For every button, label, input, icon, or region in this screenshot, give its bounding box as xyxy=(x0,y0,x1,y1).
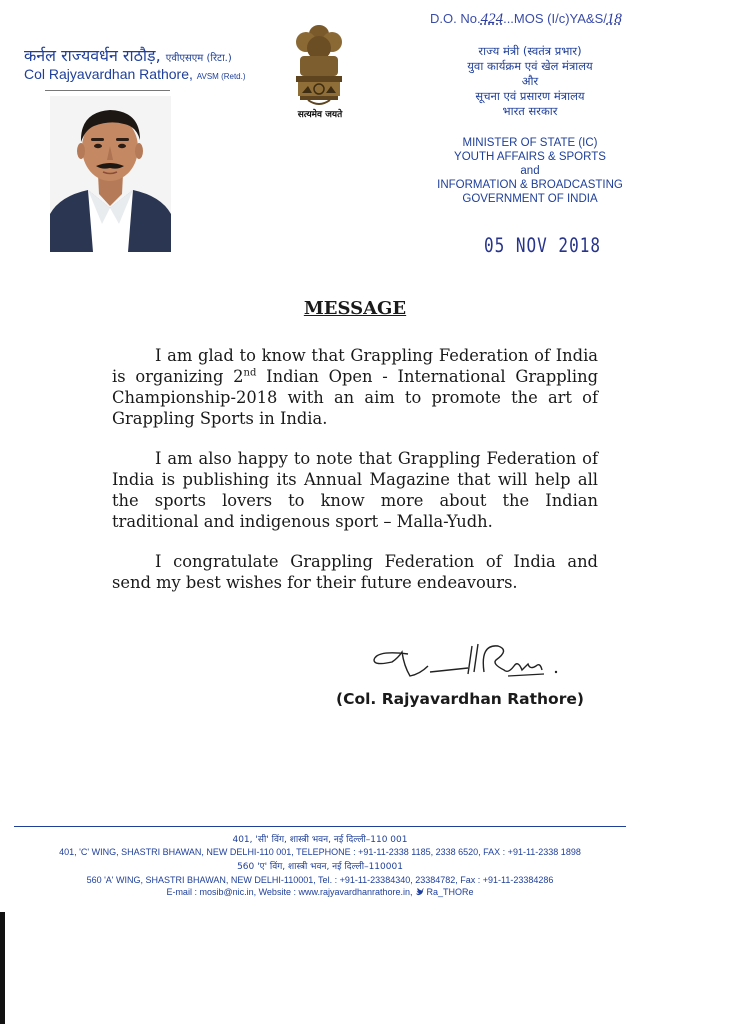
minister-portrait-photo xyxy=(50,96,171,252)
footer-divider xyxy=(14,826,626,827)
para1-superscript: nd xyxy=(243,367,257,379)
name-hindi-text: कर्नल राज्यवर्धन राठौड़, xyxy=(24,46,161,65)
minister-name-hindi xyxy=(24,44,232,66)
signatory-name: (Col. Rajyavardhan Rathore) xyxy=(336,690,584,708)
english-line: and xyxy=(520,165,540,177)
message-paragraph-3 xyxy=(112,551,598,593)
date-stamp: 05 NOV 2018 xyxy=(484,234,601,257)
footer-address-c-english: 401, 'C' WING, SHASTRI BHAWAN, NEW DELHI-110 001, TELEPHONE : +91-11-2338 1185, 2338 6520, FAX : +91-11-2338 1898 xyxy=(59,847,581,857)
national-emblem-icon xyxy=(288,22,350,112)
portrait-illustration xyxy=(50,96,171,252)
message-title: MESSAGE xyxy=(303,298,407,319)
twitter-handle: Ra_THORe xyxy=(426,887,474,897)
english-line: INFORMATION & BROADCASTING xyxy=(437,179,623,191)
hindi-line: युवा कार्यक्रम एवं खेल मंत्रालय xyxy=(467,59,593,73)
minister-name-english xyxy=(24,66,246,82)
message-paragraph-2 xyxy=(112,448,598,532)
name-divider xyxy=(45,90,170,91)
scan-edge-mark xyxy=(0,912,5,1024)
hindi-line: सूचना एवं प्रसारण मंत्रालय xyxy=(475,89,585,103)
hindi-line: और xyxy=(521,74,539,88)
ministry-english-block xyxy=(420,136,640,206)
para2-text: I am also happy to note that Grappling Federation of India is publishing its Annual Magazine that will help all the sports lovers to know more about the Indian traditional and indigenous sport – Malla-Yudh. xyxy=(112,449,598,531)
name-hindi-suffix: एवीएसएम (रिटा.) xyxy=(165,53,232,64)
do-number-handwritten: 424 xyxy=(480,11,504,27)
twitter-icon xyxy=(415,887,424,896)
footer-address-a-english: 560 'A' WING, SHASTRI BHAWAN, NEW DELHI-110001, Tel. : +91-11-23384340, 23384782, Fax : +91-11-23384286 xyxy=(86,875,554,885)
hindi-line: भारत सरकार xyxy=(502,104,558,118)
handwritten-signature xyxy=(368,636,578,692)
english-line: MINISTER OF STATE (IC) xyxy=(462,137,598,149)
emblem-motto: सत्यमेव जयते xyxy=(297,110,343,120)
name-english-text: Col Rajyavardhan Rathore, xyxy=(24,66,193,82)
para3-text: I congratulate Grappling Federation of India and send my best wishes for their future endeavours. xyxy=(112,552,598,592)
english-line: GOVERNMENT OF INDIA xyxy=(462,193,598,205)
para1-text-after: Indian Open - International Grappling Championship-2018 with an aim to promote the art of Grappling Sports in India. xyxy=(112,367,598,428)
ministry-hindi-block xyxy=(440,44,620,119)
do-number-line xyxy=(430,11,622,28)
do-year-handwritten: 18 xyxy=(606,11,622,27)
footer-address-c-hindi: 401, 'सी' विंग, शास्त्री भवन, नई दिल्ली–110 001 xyxy=(232,835,408,845)
do-suffix: ...MOS (I/c)YA&S/ xyxy=(503,11,607,26)
name-english-suffix: AVSM (Retd.) xyxy=(196,72,246,81)
para1-text-before: I am glad to know that Grappling Federation of India is organizing 2 xyxy=(112,346,598,386)
message-paragraph-1 xyxy=(112,345,598,429)
footer-contact-line xyxy=(0,887,640,897)
footer-address-a-hindi: 560 'ए' विंग, शास्त्री भवन, नई दिल्ली–110001 xyxy=(237,862,403,872)
hindi-line: राज्य मंत्री (स्वतंत्र प्रभार) xyxy=(478,44,582,58)
do-prefix: D.O. No. xyxy=(430,11,481,26)
footer-email-website: E-mail : mosib@nic.in, Website : www.rajyavardhanrathore.in, xyxy=(166,887,413,897)
english-line: YOUTH AFFAIRS & SPORTS xyxy=(454,151,606,163)
